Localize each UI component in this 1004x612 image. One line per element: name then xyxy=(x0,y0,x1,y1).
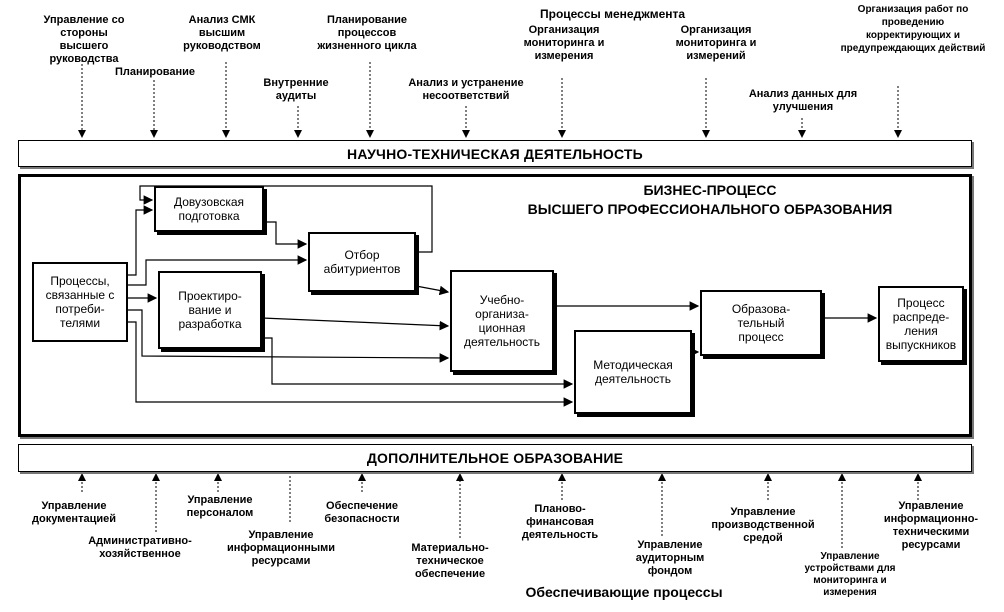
label-internal-audit: Внутренние аудиты xyxy=(263,77,329,102)
label-nonconformity: Анализ и устранение несоответствий xyxy=(408,77,524,102)
process-methodical: Методическая деятельность xyxy=(574,330,692,414)
scientific-technical-band: НАУЧНО-ТЕХНИЧЕСКАЯ ДЕЯТЕЛЬНОСТЬ xyxy=(18,140,972,167)
label-corrective: Организация работ по проведению корректирующих и предупреждающих действий xyxy=(840,4,986,54)
label-info-resources: Управление информационными ресурсами xyxy=(226,529,336,567)
business-process-title: БИЗНЕС-ПРОЦЕСС ВЫСШЕГО ПРОФЕССИОНАЛЬНОГО ОБРАЗОВАНИЯ xyxy=(527,182,893,217)
label-monitoring-2: Организация мониторинга и измерений xyxy=(675,24,757,62)
additional-education-band: ДОПОЛНИТЕЛЬНОЕ ОБРАЗОВАНИЕ xyxy=(18,444,972,472)
label-mgmt-control: Управление со стороны высшего руководства xyxy=(43,14,125,65)
label-docs: Управление документацией xyxy=(32,500,116,525)
label-info-tech: Управление информационно- техническими ресурсами xyxy=(883,500,979,551)
label-monitoring-1: Организация мониторинга и измерения xyxy=(523,24,605,62)
mgmt-header: Процессы менеджмента xyxy=(540,7,686,21)
process-educational-org: Учебно- организа- ционная деятельность xyxy=(450,270,554,372)
label-personnel: Управление персоналом xyxy=(186,494,254,519)
label-qms-analysis: Анализ СМК высшим руководством xyxy=(183,14,261,52)
label-lifecycle-planning: Планирование процессов жизненного цикла xyxy=(317,14,417,52)
process-preuniversity: Довузовская подготовка xyxy=(154,186,264,232)
process-customers: Процессы, связанные с потреби- телями xyxy=(32,262,128,342)
label-classroom: Управление аудиторным фондом xyxy=(635,539,705,577)
process-educational-process: Образова- тельный процесс xyxy=(700,290,822,356)
label-planning: Планирование xyxy=(114,66,196,78)
label-data-analysis: Анализ данных для улучшения xyxy=(748,88,858,113)
process-selection: Отбор абитуриентов xyxy=(308,232,416,292)
process-distribution: Процесс распреде- ления выпускников xyxy=(878,286,964,362)
label-admin: Административно- хозяйственное xyxy=(88,535,192,560)
label-devices: Управление устройствами для мониторинга и измерения xyxy=(804,551,896,598)
support-header: Обеспечивающие процессы xyxy=(525,584,723,600)
label-material: Материально- техническое обеспечение xyxy=(411,542,489,580)
process-design: Проектиро- вание и разработка xyxy=(158,271,262,349)
label-security: Обеспечение безопасности xyxy=(324,500,400,525)
label-finance: Планово- финансовая деятельность xyxy=(521,503,599,541)
label-environment: Управление производственной средой xyxy=(711,506,815,544)
